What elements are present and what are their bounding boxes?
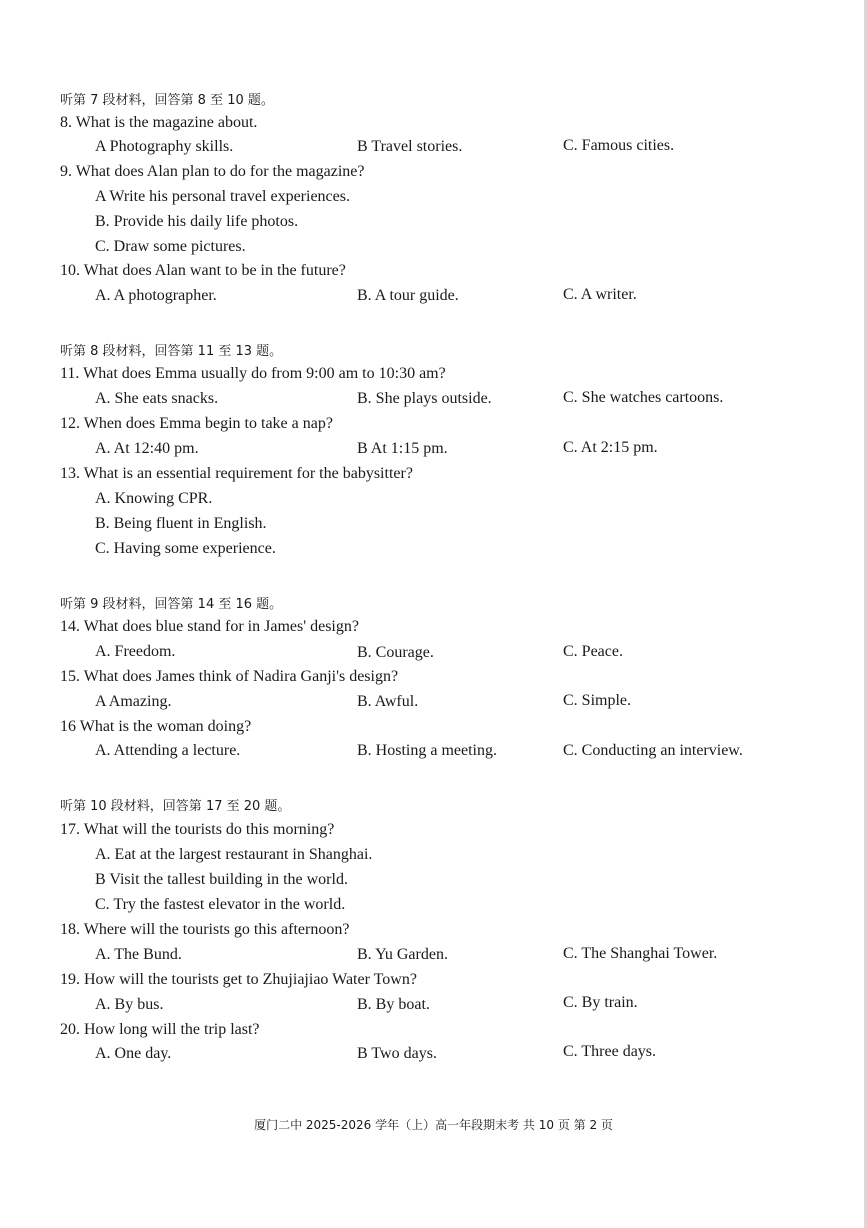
question-13-option-b: B. Being fluent in English.: [95, 515, 267, 532]
question-11-option-c: C. She watches cartoons.: [563, 389, 724, 406]
question-15-option-b: B. Awful.: [357, 693, 419, 710]
question-17-option-c: C. Try the fastest elevator in the world.: [95, 896, 346, 913]
question-10: 10. What does Alan want to be in the future?: [60, 262, 346, 279]
section-header-9: 听第 9 段材料，回答第 14 至 16 题。: [60, 597, 283, 612]
page-footer: 厦门二中 2025-2026 学年（上）高一年段期末考 共 10 页 第 2 页: [254, 1118, 613, 1132]
question-8-option-a: A Photography skills.: [95, 138, 234, 155]
question-18-option-c: C. The Shanghai Tower.: [563, 945, 718, 962]
question-9-option-b: B. Provide his daily life photos.: [95, 213, 299, 230]
question-11: 11. What does Emma usually do from 9:00 am to 10:30 am?: [60, 365, 446, 382]
question-8-option-c: C. Famous cities.: [563, 137, 675, 154]
question-15: 15. What does James think of Nadira Ganji's design?: [60, 668, 399, 685]
question-20: 20. How long will the trip last?: [60, 1021, 260, 1038]
question-17-option-a: A. Eat at the largest restaurant in Shanghai.: [95, 846, 373, 863]
section-header-7: 听第 7 段材料，回答第 8 至 10 题。: [60, 93, 274, 108]
section-header-8: 听第 8 段材料，回答第 11 至 13 题。: [60, 344, 283, 359]
question-14-option-b: B. Courage.: [357, 644, 434, 661]
question-20-option-b: B Two days.: [357, 1045, 437, 1062]
question-13-option-a: A. Knowing CPR.: [95, 490, 213, 507]
question-13: 13. What is an essential requirement for the babysitter?: [60, 465, 413, 482]
question-15-option-c: C. Simple.: [563, 692, 632, 709]
question-13-option-c: C. Having some experience.: [95, 540, 276, 557]
question-8-option-b: B Travel stories.: [357, 138, 463, 155]
question-9: 9. What does Alan plan to do for the magazine?: [60, 163, 365, 180]
question-11-option-b: B. She plays outside.: [357, 390, 492, 407]
section-header-10: 听第 10 段材料，回答第 17 至 20 题。: [60, 799, 291, 814]
question-16-option-b: B. Hosting a meeting.: [357, 742, 497, 759]
question-20-option-c: C. Three days.: [563, 1043, 657, 1060]
question-14-option-a: A. Freedom.: [95, 643, 176, 660]
question-14: 14. What does blue stand for in James' design?: [60, 618, 359, 635]
question-14-option-c: C. Peace.: [563, 643, 623, 660]
question-20-option-a: A. One day.: [95, 1045, 172, 1062]
question-12-option-a: A. At 12:40 pm.: [95, 440, 199, 457]
question-15-option-a: A Amazing.: [95, 693, 172, 710]
question-12: 12. When does Emma begin to take a nap?: [60, 415, 333, 432]
question-16-option-a: A. Attending a lecture.: [95, 742, 241, 759]
question-9-option-c: C. Draw some pictures.: [95, 238, 246, 255]
question-17: 17. What will the tourists do this morning?: [60, 821, 335, 838]
question-18-option-b: B. Yu Garden.: [357, 946, 448, 963]
question-19-option-a: A. By bus.: [95, 996, 164, 1013]
question-10-option-b: B. A tour guide.: [357, 287, 459, 304]
question-12-option-b: B At 1:15 pm.: [357, 440, 448, 457]
question-19: 19. How will the tourists get to Zhujiajiao Water Town?: [60, 971, 417, 988]
question-17-option-b: B Visit the tallest building in the world.: [95, 871, 348, 888]
question-9-option-a: A Write his personal travel experiences.: [95, 188, 350, 205]
question-10-option-c: C. A writer.: [563, 286, 637, 303]
question-11-option-a: A. She eats snacks.: [95, 390, 219, 407]
question-10-option-a: A. A photographer.: [95, 287, 217, 304]
question-18: 18. Where will the tourists go this afternoon?: [60, 921, 350, 938]
question-16: 16 What is the woman doing?: [60, 718, 252, 735]
question-8: 8. What is the magazine about.: [60, 114, 258, 131]
question-16-option-c: C. Conducting an interview.: [563, 742, 743, 759]
question-18-option-a: A. The Bund.: [95, 946, 182, 963]
question-12-option-c: C. At 2:15 pm.: [563, 439, 658, 456]
question-19-option-c: C. By train.: [563, 994, 638, 1011]
question-19-option-b: B. By boat.: [357, 996, 430, 1013]
